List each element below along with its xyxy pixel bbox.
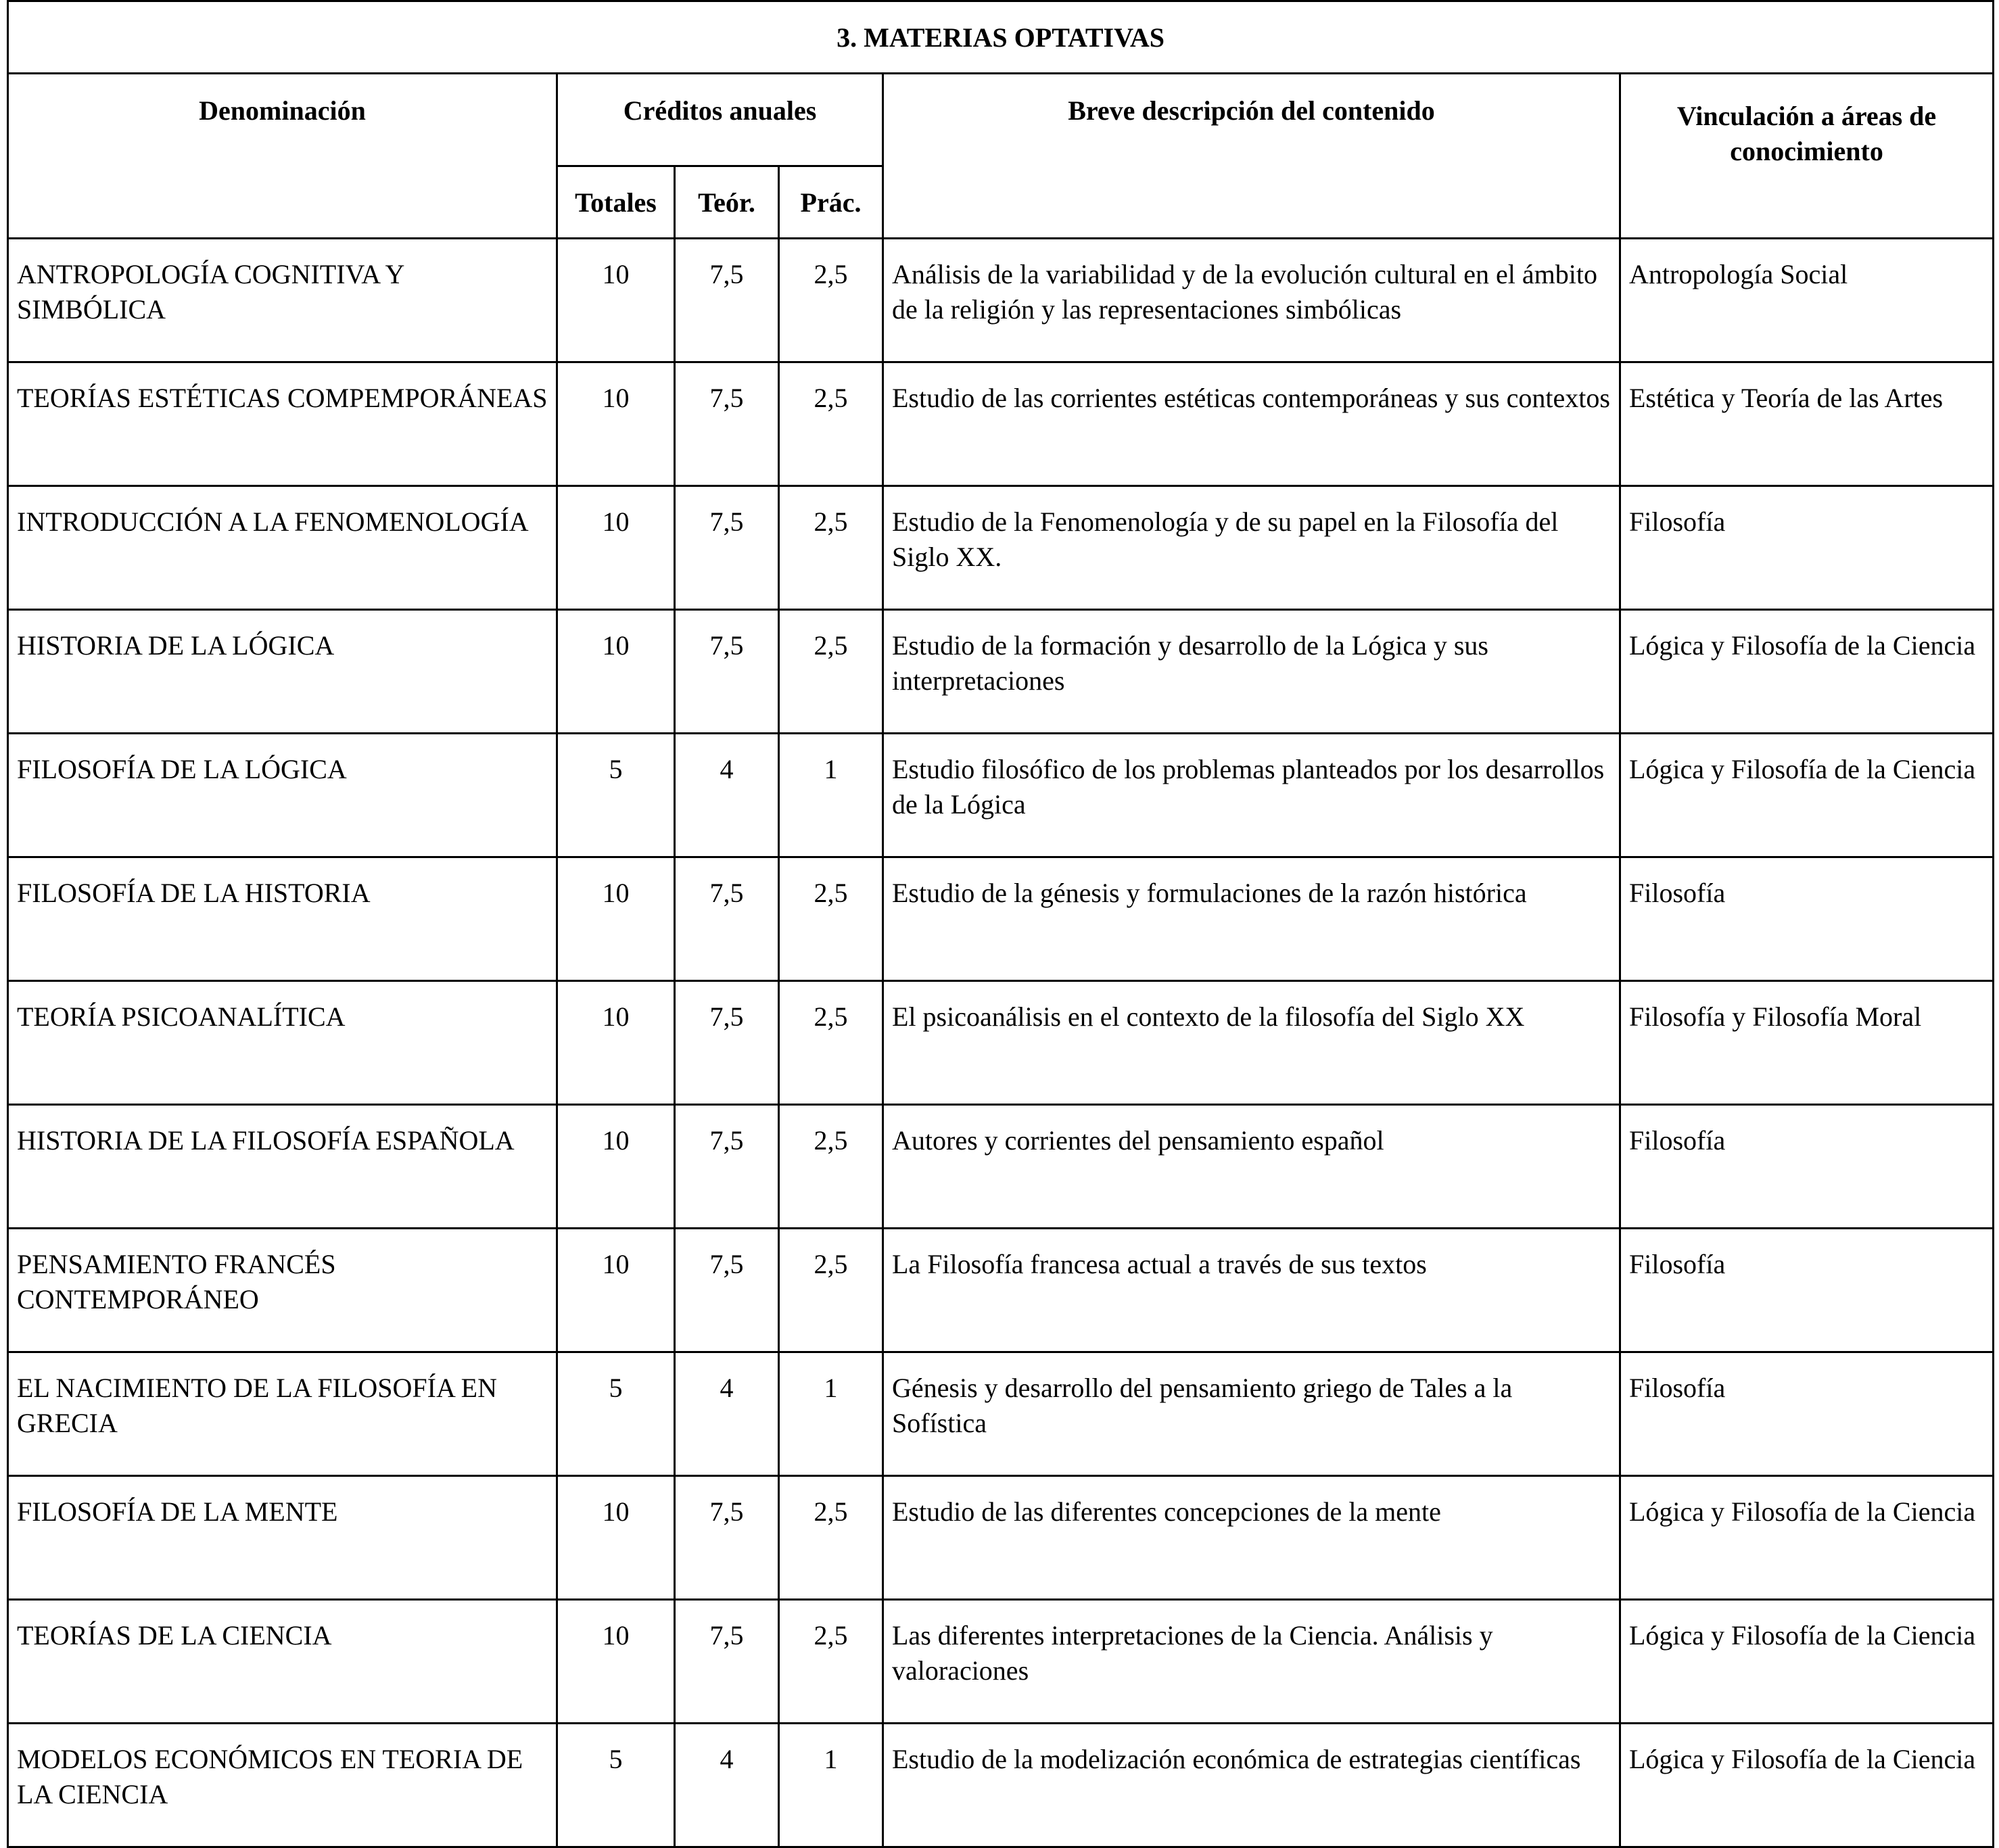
- subject-description: Estudio de las diferentes concepciones de la mente: [883, 1476, 1620, 1600]
- credits-total: 10: [557, 981, 675, 1105]
- credits-theory: 7,5: [675, 239, 779, 362]
- table-title: 3. MATERIAS OPTATIVAS: [8, 1, 1994, 74]
- knowledge-area: Lógica y Filosofía de la Ciencia: [1620, 1724, 1994, 1847]
- credits-practice: 2,5: [779, 857, 883, 981]
- subject-name: TEORÍA PSICOANALÍTICA: [8, 981, 557, 1105]
- credits-practice: 2,5: [779, 1105, 883, 1229]
- credits-theory: 7,5: [675, 362, 779, 486]
- subject-name: FILOSOFÍA DE LA HISTORIA: [8, 857, 557, 981]
- credits-theory: 7,5: [675, 486, 779, 610]
- knowledge-area: Antropología Social: [1620, 239, 1994, 362]
- knowledge-area: Estética y Teoría de las Artes: [1620, 362, 1994, 486]
- header-descripcion: Breve descripción del contenido: [883, 74, 1620, 239]
- credits-total: 10: [557, 610, 675, 734]
- knowledge-area: Lógica y Filosofía de la Ciencia: [1620, 734, 1994, 857]
- knowledge-area: Lógica y Filosofía de la Ciencia: [1620, 1600, 1994, 1724]
- table-row: [8, 734, 1994, 857]
- table-row: [8, 1229, 1994, 1352]
- subject-description: Estudio de la formación y desarrollo de la Lógica y sus interpretaciones: [883, 610, 1620, 734]
- header-prac: Prác.: [779, 166, 883, 239]
- subject-name: PENSAMIENTO FRANCÉS CONTEMPORÁNEO: [8, 1229, 557, 1352]
- credits-total: 10: [557, 239, 675, 362]
- credits-theory: 4: [675, 734, 779, 857]
- credits-theory: 7,5: [675, 981, 779, 1105]
- document-page: [7, 0, 1992, 1848]
- credits-theory: 7,5: [675, 1105, 779, 1229]
- knowledge-area: Filosofía: [1620, 1352, 1994, 1476]
- credits-total: 5: [557, 1724, 675, 1847]
- credits-theory: 4: [675, 1352, 779, 1476]
- table-row: [8, 239, 1994, 362]
- table-row: [8, 1105, 1994, 1229]
- credits-theory: 7,5: [675, 1600, 779, 1724]
- subject-name: INTRODUCCIÓN A LA FENOMENOLOGÍA: [8, 486, 557, 610]
- credits-theory: 7,5: [675, 610, 779, 734]
- subject-description: Estudio de la génesis y formulaciones de la razón histórica: [883, 857, 1620, 981]
- table-row: [8, 1724, 1994, 1847]
- credits-total: 10: [557, 1229, 675, 1352]
- credits-practice: 2,5: [779, 362, 883, 486]
- table-body: [8, 239, 1994, 1847]
- knowledge-area: Lógica y Filosofía de la Ciencia: [1620, 1476, 1994, 1600]
- subject-description: Estudio de las corrientes estéticas contemporáneas y sus contextos: [883, 362, 1620, 486]
- materias-optativas-table: [7, 0, 1994, 1848]
- subject-description: La Filosofía francesa actual a través de sus textos: [883, 1229, 1620, 1352]
- credits-practice: 2,5: [779, 1600, 883, 1724]
- subject-name: TEORÍAS DE LA CIENCIA: [8, 1600, 557, 1724]
- subject-name: FILOSOFÍA DE LA MENTE: [8, 1476, 557, 1600]
- credits-total: 10: [557, 362, 675, 486]
- credits-practice: 2,5: [779, 1476, 883, 1600]
- table-row: [8, 857, 1994, 981]
- table-row: [8, 610, 1994, 734]
- credits-theory: 7,5: [675, 1476, 779, 1600]
- subject-name: EL NACIMIENTO DE LA FILOSOFÍA EN GRECIA: [8, 1352, 557, 1476]
- credits-theory: 7,5: [675, 1229, 779, 1352]
- subject-name: HISTORIA DE LA LÓGICA: [8, 610, 557, 734]
- credits-theory: 7,5: [675, 857, 779, 981]
- table-row: [8, 1476, 1994, 1600]
- credits-practice: 2,5: [779, 239, 883, 362]
- credits-total: 10: [557, 1600, 675, 1724]
- header-teor: Teór.: [675, 166, 779, 239]
- credits-practice: 1: [779, 734, 883, 857]
- subject-description: Las diferentes interpretaciones de la Ciencia. Análisis y valoraciones: [883, 1600, 1620, 1724]
- subject-name: MODELOS ECONÓMICOS EN TEORIA DE LA CIENCIA: [8, 1724, 557, 1847]
- header-denominacion: Denominación: [8, 74, 557, 239]
- knowledge-area: Filosofía: [1620, 486, 1994, 610]
- subject-name: ANTROPOLOGÍA COGNITIVA Y SIMBÓLICA: [8, 239, 557, 362]
- credits-total: 10: [557, 1476, 675, 1600]
- credits-practice: 2,5: [779, 610, 883, 734]
- subject-description: Estudio filosófico de los problemas planteados por los desarrollos de la Lógica: [883, 734, 1620, 857]
- credits-total: 5: [557, 1352, 675, 1476]
- subject-name: FILOSOFÍA DE LA LÓGICA: [8, 734, 557, 857]
- knowledge-area: Filosofía: [1620, 857, 1994, 981]
- table-row: [8, 362, 1994, 486]
- header-creditos: Créditos anuales: [557, 74, 883, 166]
- credits-total: 10: [557, 1105, 675, 1229]
- table-row: [8, 981, 1994, 1105]
- credits-total: 10: [557, 486, 675, 610]
- table-row: [8, 1352, 1994, 1476]
- subject-name: TEORÍAS ESTÉTICAS COMPEMPORÁNEAS: [8, 362, 557, 486]
- subject-description: Estudio de la Fenomenología y de su papel en la Filosofía del Siglo XX.: [883, 486, 1620, 610]
- subject-description: Análisis de la variabilidad y de la evolución cultural en el ámbito de la religión y las representaciones simbólicas: [883, 239, 1620, 362]
- header-totales: Totales: [557, 166, 675, 239]
- credits-total: 5: [557, 734, 675, 857]
- knowledge-area: Lógica y Filosofía de la Ciencia: [1620, 610, 1994, 734]
- subject-description: Estudio de la modelización económica de estrategias científicas: [883, 1724, 1620, 1847]
- credits-theory: 4: [675, 1724, 779, 1847]
- credits-practice: 2,5: [779, 981, 883, 1105]
- table-row: [8, 1600, 1994, 1724]
- credits-total: 10: [557, 857, 675, 981]
- credits-practice: 2,5: [779, 486, 883, 610]
- subject-description: El psicoanálisis en el contexto de la filosofía del Siglo XX: [883, 981, 1620, 1105]
- credits-practice: 1: [779, 1724, 883, 1847]
- credits-practice: 1: [779, 1352, 883, 1476]
- table-row: [8, 486, 1994, 610]
- knowledge-area: Filosofía: [1620, 1105, 1994, 1229]
- subject-description: Autores y corrientes del pensamiento español: [883, 1105, 1620, 1229]
- knowledge-area: Filosofía y Filosofía Moral: [1620, 981, 1994, 1105]
- knowledge-area: Filosofía: [1620, 1229, 1994, 1352]
- header-vinculacion: Vinculación a áreas de conocimiento: [1620, 74, 1994, 239]
- credits-practice: 2,5: [779, 1229, 883, 1352]
- subject-name: HISTORIA DE LA FILOSOFÍA ESPAÑOLA: [8, 1105, 557, 1229]
- subject-description: Génesis y desarrollo del pensamiento griego de Tales a la Sofística: [883, 1352, 1620, 1476]
